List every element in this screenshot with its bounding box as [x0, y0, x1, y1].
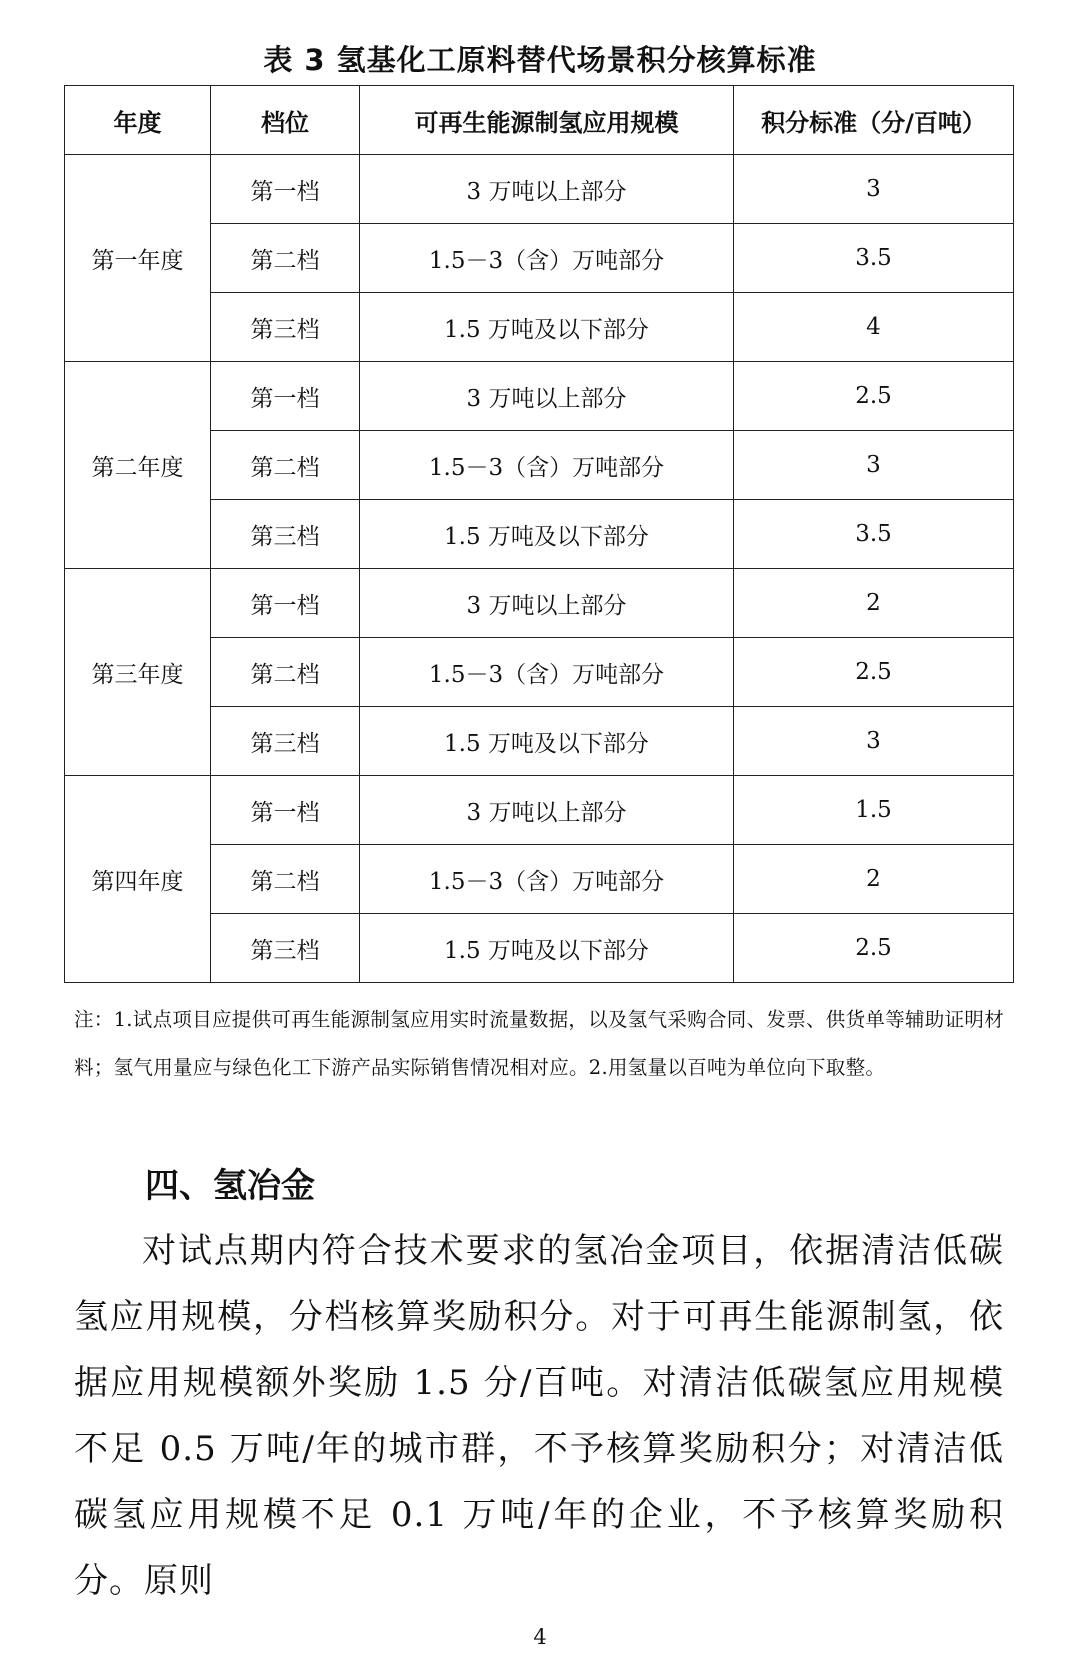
scale-cell: 1.5－3（含）万吨部分	[360, 845, 734, 914]
tier-cell: 第一档	[211, 362, 360, 431]
score-cell: 3.5	[734, 500, 1014, 569]
tier-cell: 第一档	[211, 776, 360, 845]
tier-cell: 第二档	[211, 224, 360, 293]
table-row	[65, 569, 1014, 638]
scale-cell: 1.5 万吨及以下部分	[360, 293, 734, 362]
score-cell: 3	[734, 431, 1014, 500]
table-row	[65, 776, 1014, 845]
table-row	[65, 155, 1014, 224]
year-cell: 第三年度	[65, 569, 211, 776]
scale-cell: 1.5－3（含）万吨部分	[360, 638, 734, 707]
table-title: 表 3 氢基化工原料替代场景积分核算标准	[263, 43, 817, 77]
scale-cell: 3 万吨以上部分	[360, 776, 734, 845]
score-cell: 2.5	[734, 638, 1014, 707]
scale-cell: 1.5－3（含）万吨部分	[360, 224, 734, 293]
table-header-row	[65, 86, 1014, 155]
table-row	[65, 362, 1014, 431]
header-year: 年度	[65, 86, 211, 155]
year-cell: 第二年度	[65, 362, 211, 569]
score-cell: 2	[734, 845, 1014, 914]
tier-cell: 第三档	[211, 707, 360, 776]
tier-cell: 第一档	[211, 155, 360, 224]
year-cell: 第一年度	[65, 155, 211, 362]
score-cell: 3	[734, 155, 1014, 224]
scale-cell: 1.5 万吨及以下部分	[360, 500, 734, 569]
score-cell: 2	[734, 569, 1014, 638]
tier-cell: 第三档	[211, 500, 360, 569]
header-score: 积分标准（分/百吨）	[734, 86, 1014, 155]
score-cell: 4	[734, 293, 1014, 362]
scale-cell: 3 万吨以上部分	[360, 155, 734, 224]
tier-cell: 第二档	[211, 638, 360, 707]
scale-cell: 3 万吨以上部分	[360, 569, 734, 638]
section-paragraph: 对试点期内符合技术要求的氢冶金项目，依据清洁低碳氢应用规模，分档核算奖励积分。对于可再生能源制氢，依据应用规模额外奖励 1.5 分/百吨。对清洁低碳氢应用规模不足 0.5 万吨/年的城市群，不予核算奖励积分；对清洁低碳氢应用规模不足 0.1 万吨/年的企业，不予核算奖励积分。原则	[74, 1231, 1004, 1601]
score-table	[64, 85, 1014, 983]
tier-cell: 第三档	[211, 914, 360, 983]
score-cell: 1.5	[734, 776, 1014, 845]
year-cell: 第四年度	[65, 776, 211, 983]
section-heading: 四、氢冶金	[145, 1166, 315, 1206]
scale-cell: 1.5 万吨及以下部分	[360, 707, 734, 776]
tier-cell: 第三档	[211, 293, 360, 362]
scale-cell: 3 万吨以上部分	[360, 362, 734, 431]
scale-cell: 1.5 万吨及以下部分	[360, 914, 734, 983]
score-cell: 3.5	[734, 224, 1014, 293]
score-cell: 3	[734, 707, 1014, 776]
tier-cell: 第二档	[211, 431, 360, 500]
tier-cell: 第一档	[211, 569, 360, 638]
tier-cell: 第二档	[211, 845, 360, 914]
page-number: 4	[533, 1625, 547, 1649]
header-tier: 档位	[211, 86, 360, 155]
table-note: 注：1.试点项目应提供可再生能源制氢应用实时流量数据，以及氢气采购合同、发票、供货单等辅助证明材料；氢气用量应与绿色化工下游产品实际销售情况相对应。2.用氢量以百吨为单位向下取整。	[74, 1008, 1005, 1079]
score-cell: 2.5	[734, 362, 1014, 431]
scale-cell: 1.5－3（含）万吨部分	[360, 431, 734, 500]
header-scale: 可再生能源制氢应用规模	[360, 86, 734, 155]
score-cell: 2.5	[734, 914, 1014, 983]
